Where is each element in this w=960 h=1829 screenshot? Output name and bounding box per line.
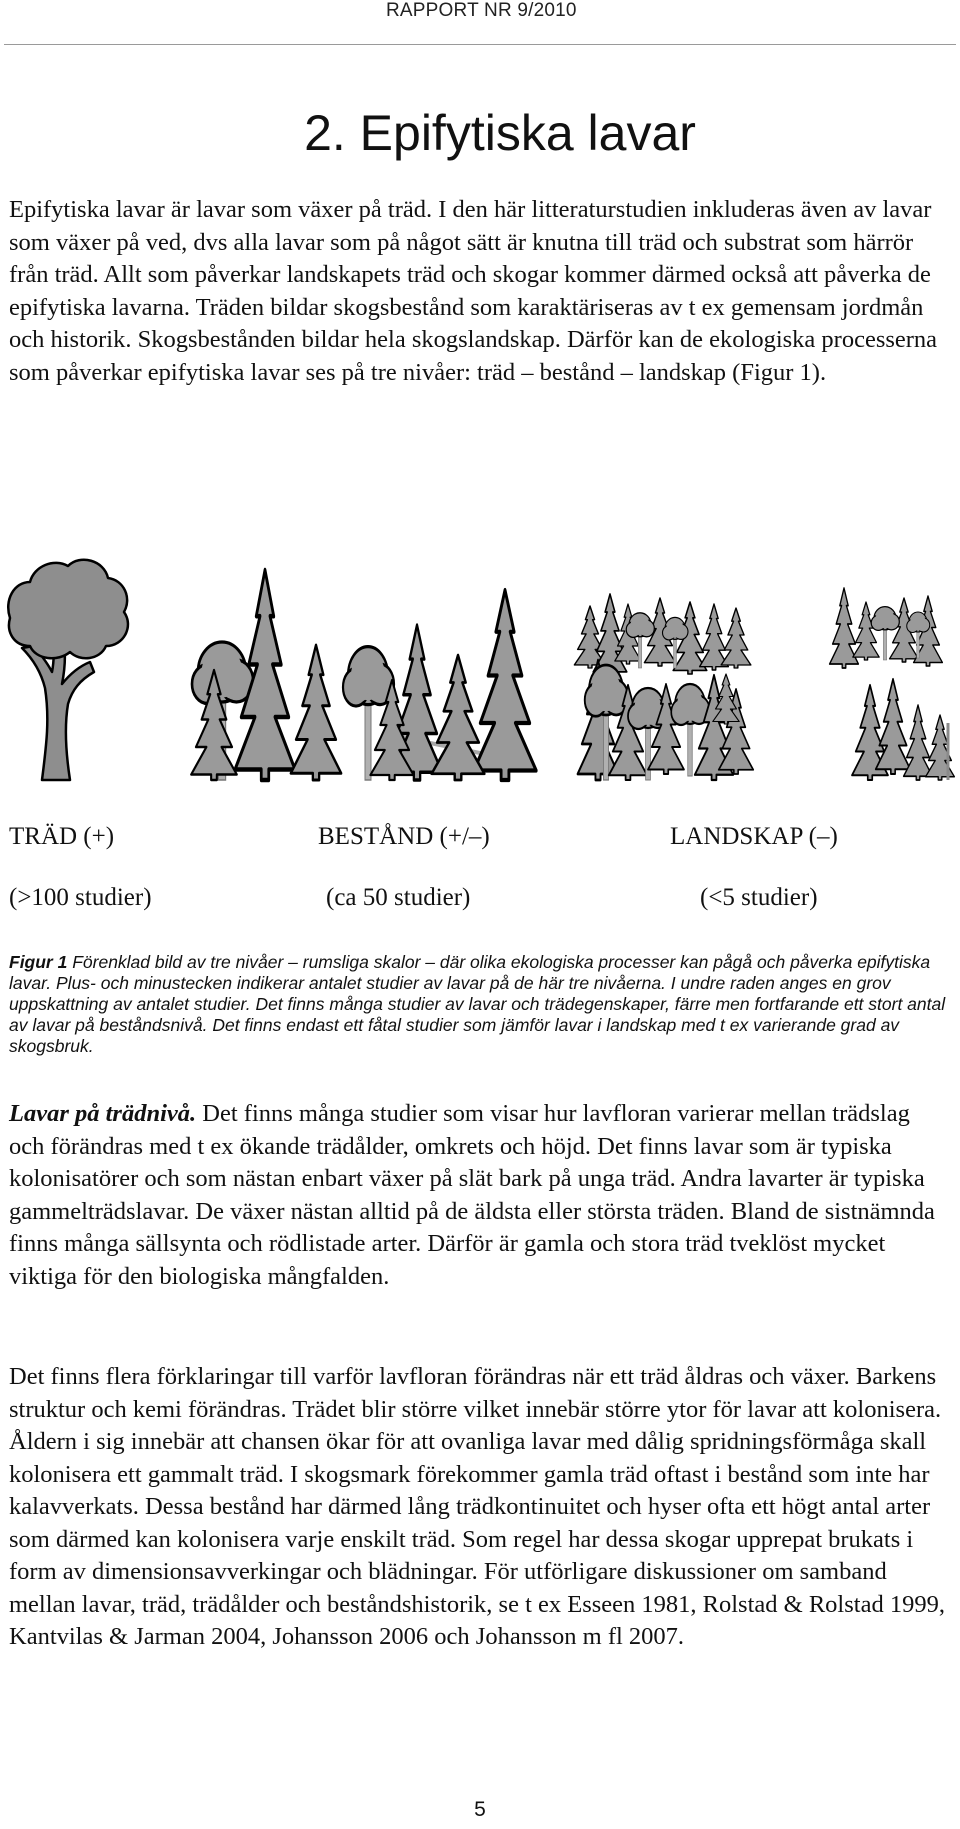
level-tree-studies: (>100 studier) <box>9 884 152 911</box>
level-stand-studies: (ca 50 studier) <box>326 884 471 911</box>
landscape-illustration <box>574 588 954 780</box>
level-tree-label: TRÄD (+) <box>9 823 115 850</box>
report-number: RAPPORT NR 9/2010 <box>386 0 577 21</box>
level-landscape-label: LANDSKAP (–) <box>670 823 838 850</box>
page-header <box>0 0 960 46</box>
tree-level-text: Det finns många studier som visar hur lavfloran varierar mellan trädslag och förändras med t ex ökande trädålder, omkrets och höjd. Det finns lavar som är typiska kolonisatörer och som nästan enbart växer på slät bark på unga träd. Andra lavarter är typiska gammelträdslavar. De växer nästan alltid på de äldsta eller största träden. Bland de sistnämnda finns många sällsynta och rödlistade arter. Därför är gamla och stora träd tveklöst mycket viktiga för den biologiska mångfalden. <box>9 1100 935 1290</box>
figure-caption <box>9 952 949 1057</box>
figure-illustration <box>0 548 960 788</box>
figure-caption-label: Figur 1 <box>9 952 68 972</box>
section-title: 2. Epifytiska lavar <box>304 105 696 161</box>
intro-paragraph: Epifytiska lavar är lavar som växer på träd. I den här litteraturstudien inkluderas även av lavar som växer på ved, dvs alla lavar som på något sätt är knutna till träd och substrat som härrör från träd. Allt som påverkar landskapets träd och skogar kommer därmed också att påverka de epifytiska lavarna. Träden bildar skogsbestånd som karaktäriseras av t ex gemensam jordmån och historik. Skogsbestånden bildar hela skogslandskap. Därför kan de ekologiska processerna som påverkar epifytiska lavar ses på tre nivåer: träd – bestånd – landskap (Figur 1). <box>9 196 938 386</box>
level-stand-label: BESTÅND (+/–) <box>318 823 490 850</box>
tree-level-heading: Lavar på trädnivå. <box>9 1100 197 1127</box>
stand-illustration <box>191 570 536 780</box>
page-number: 5 <box>474 1798 486 1821</box>
single-tree-illustration <box>8 560 128 780</box>
level-landscape-studies: (<5 studier) <box>700 884 818 911</box>
header-rule <box>4 44 956 45</box>
tree-level-paragraph <box>9 1098 951 1293</box>
forest-levels-illustration <box>0 548 960 788</box>
explanations-paragraph: Det finns flera förklaringar till varför lavfloran förändras när ett träd åldras och växer. Barkens struktur och kemi förändras. Trädet blir större vilket innebär större ytor för lavar att kolonisera. Åldern i sig innebär att chansen ökar för att ovanliga lavar med dålig spridningsförmåga skall kolonisera ett gammalt träd. I skogsmark förekommer gamla träd oftast i bestånd som inte har kalavverkats. Dessa bestånd har därmed lång trädkontinuitet och hyser ofta ett högt antal arter som därmed kan kolonisera varje enskilt träd. Som regel har dessa skogar upprepat brukats i form av dimensionsavverkingar och blädningar. För utförligare diskussioner om samband mellan lavar, träd, trädålder och beståndshistorik, se t ex Esseen 1981, Rolstad & Rolstad 1999, Kantvilas & Jarman 2004, Johansson 2006 och Johansson m fl 2007. <box>9 1363 945 1650</box>
figure-caption-text: Förenklad bild av tre nivåer – rumsliga skalor – där olika ekologiska processer kan pågå och påverka epifytiska lavar. Plus- och minustecken indikerar antalet studier av lavar på de här tre nivåerna. I undre raden anges en grov uppskattning av antalet studier. Det finns många studier av lavar och trädegenskaper, färre men fortfarande ett stort antal av lavar på beståndsnivå. Det finns endast ett fåtal studier som jämför lavar i landskap med t ex varierande grad av skogsbruk. <box>9 952 946 1056</box>
